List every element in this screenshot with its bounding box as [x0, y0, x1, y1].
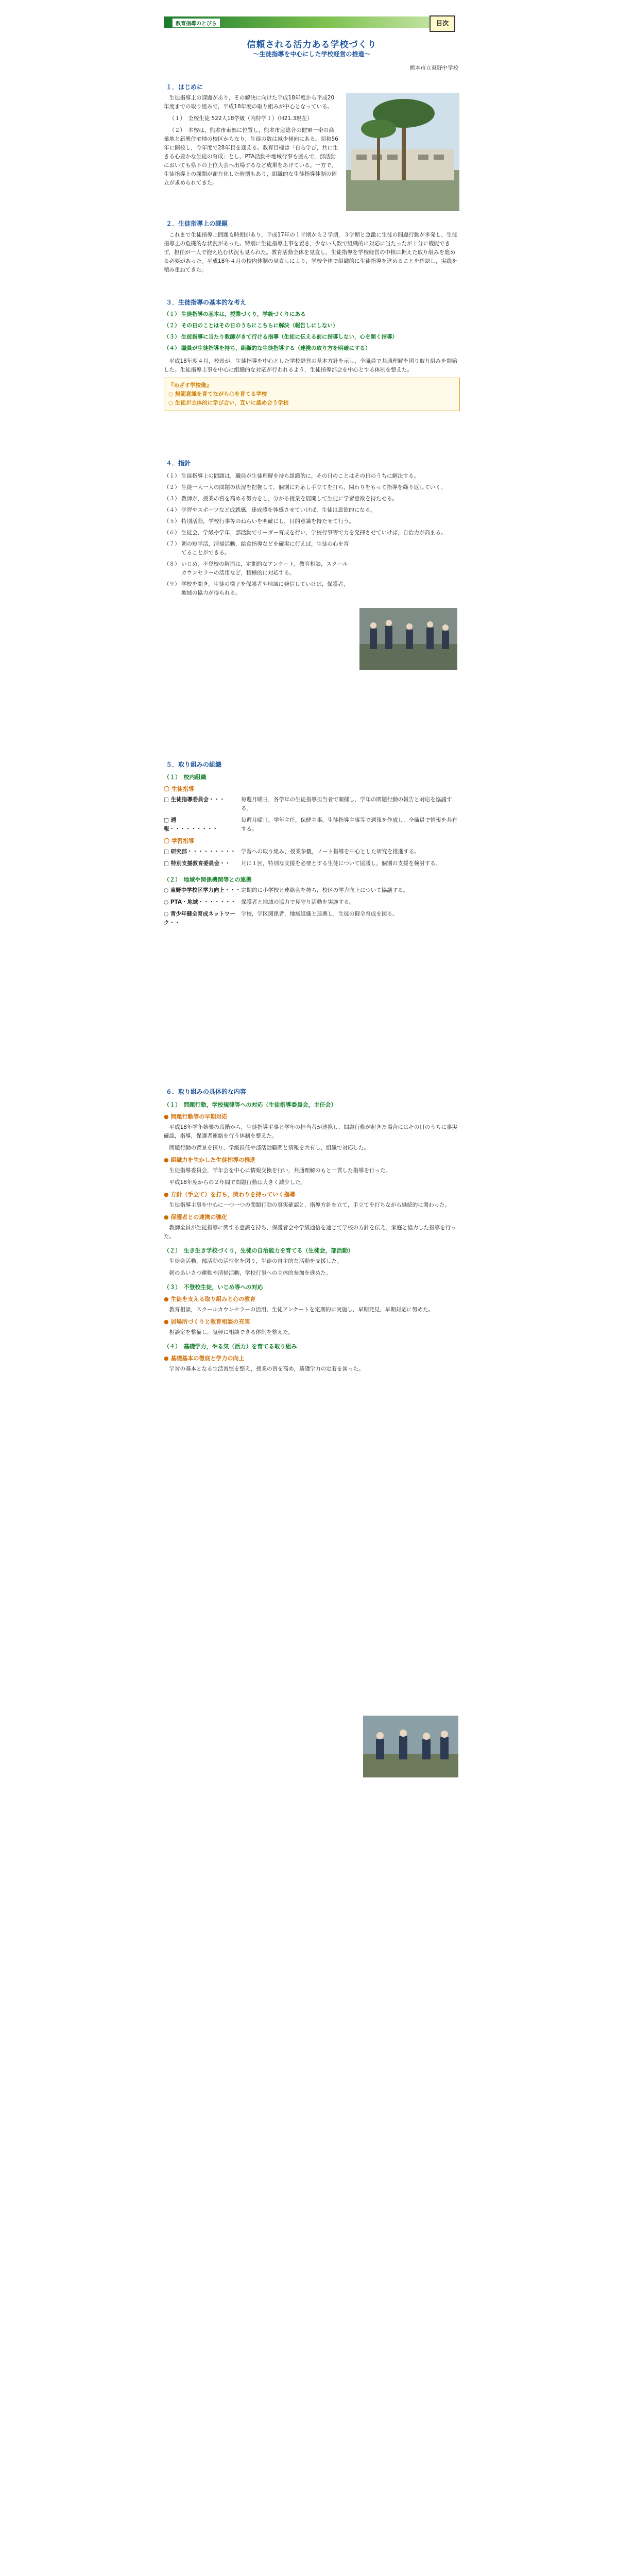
org-row: □ 週 報・・・・・・・・・ 毎週月曜日，学年主任，保健主事，生徒指導主事等で週報を作成し，全職員で情報を共有する。 [164, 817, 457, 832]
principle-item: （４） 職員が生徒指導を持ち，組織的な生徒指導する（連携の取り方を明確にする） [164, 345, 371, 351]
section-4-body [164, 472, 460, 600]
topic-label: ● 居場所づくりと教育相談の充実 [164, 1318, 250, 1325]
topic-label: ● 方針（手立て）を打ち，関わりを持っていく指導 [164, 1191, 296, 1198]
paragraph: 生徒会活動，部活動の活性化を図り，生徒の自主的な活動を支援した。 [169, 1258, 342, 1264]
school-vision-line: ○ 生徒が主体的に学び合い，互いに認め合う学校 [168, 400, 289, 406]
paragraph: 教育相談，スクールカウンセラーの活用，生徒アンケートを定期的に実施し，早期発見，早期対応に努めた。 [169, 1307, 434, 1313]
cleaning-activity-photo [359, 608, 457, 670]
page-subtitle: ～生徒指導を中心にした学校経営の推進～ [253, 50, 371, 58]
link-row: ○ 東野中学校区学力向上・・・ 定期的に小学校と連絡会を持ち，校区の学力向上について協議する。 [164, 887, 409, 893]
paragraph: 生徒指導委員会，学年会を中心に情報交換を行い，共通理解のもと一貫した指導を行った。 [169, 1167, 391, 1174]
guideline-item: （４） 学習やスポーツなど成就感，達成感を体感させていけば，生徒は意欲的になる。 [164, 507, 376, 513]
school-vision-box [164, 378, 460, 411]
section-6-body [164, 1100, 460, 1377]
org-label: 〇 学習指導 [164, 838, 194, 844]
paragraph: （１） 全校生徒 522人18学級（内特学１）（H21.3現在） [169, 115, 313, 122]
guideline-item: （６） 生徒会，学級や学年，部活動でリーダー育成を行い，学校行事等で力を発揮させていけば，自治力が高まる。 [164, 530, 447, 536]
section-2-heading: ２．生徒指導上の課題 [166, 220, 228, 227]
paragraph: これまで生徒指導上問題も時期があり，平成17年の１学期から２学期，３学期と急激に生徒の問題行動が多発し，生徒指導上の危機的な状況があった。特別に生徒指導主事を置き，少ない人数で組織的に対応に当たったが十分に機能できず，担任が一人で抱え込む状況も見られた。教育活動全体を見直し，生徒指導を学校経営の中核に据えた取り組みを進める必要があった。平成18年４月の校内体制の見直しにより，学校全体で組織的に生徒指導を進めることを確認し，実践を積み重ねてきた。 [164, 232, 457, 273]
school-building-photo [346, 93, 459, 211]
page-title: 信頼される活力ある学校づくり [247, 40, 377, 50]
subheading: （１） 校内組織 [164, 774, 207, 781]
link-row: ○ 青少年健全育成ネットワーク・・ 学校，学区関係者，地域組織と連携し，生徒の健全育成を図る。 [164, 911, 398, 926]
principle-item: （３） 生徒指導に当たり教師がきて行ける指導（生徒に伝える前に指導しない，心を開く指導） [164, 334, 398, 340]
school-vision-line: ○ 規範意識を育てながら心を育てる学校 [168, 391, 267, 397]
section-1-body [164, 94, 339, 191]
paragraph: 平成18年度４月，校長が，生徒指導を中心とした学校経営の基本方針を示し，全職員で共通理解を図り取り組みを開始した。生徒指導主事を中心に組織的な対応が行われるよう，生徒指導部会を中心とする体制を整えた。 [164, 358, 457, 373]
subheading: （１） 問題行動，学校規律等への対応（生徒指導委員会，主任会） [164, 1101, 337, 1108]
org-row: □ 特別支援教育委員会・・ 月に１回，特別な支援を必要とする生徒について協議し，個別の支援を検討する。 [164, 860, 441, 867]
paragraph: 問題行動の背景を探り，学級担任や部活動顧問と情報を共有し，組織で対応した。 [169, 1145, 369, 1151]
school-vision-title: 『めざす学校像』 [168, 382, 212, 388]
paragraph: 相談室を整備し，気軽に相談できる体制を整えた。 [169, 1329, 294, 1335]
guideline-item: （７） 朝の短学活，清掃活動，給食指導などを確実に行えば，生徒の心を育てることができる。 [164, 541, 349, 556]
subheading: （３） 不登校生徒，いじめ等への対応 [164, 1284, 263, 1291]
section-3-body [164, 310, 460, 411]
paragraph: （２） 本校は，熊本市東部に位置し，熊本市庭総合の健軍一帯の商業地と新興住宅地の校区からなり，生徒の数は減少傾向にある。昭和56年に開校し，今年度で28年目を迎える。教育目標は「自ら学び，共に生きる心豊かな生徒の育成」とし，PTA活動や地域行事も盛んで，部活動においても県下の上位大会へ出場するなど成果をあげている。一方で，生徒指導上の課題が顕在化した時期もあり，組織的な生徒指導体制の確立が求められてきた。 [164, 127, 338, 186]
subheading: （４） 基礎学力，やる気（活力）を育てる取り組み [164, 1343, 297, 1350]
toc-button[interactable]: 目次 [430, 15, 455, 32]
link-row: ○ PTA・地域・・・・・・・ 保護者と地域の協力で見守り活動を実施する。 [164, 899, 355, 905]
paragraph: 平成18年学年始業の段階から，生徒指導主事と学年の担当者が連携し，問題行動が起きた場合にはその日のうちに事実確認，指導，保護者連絡を行う体制を整えた。 [164, 1124, 457, 1139]
cleaning-activity-image [359, 608, 457, 670]
section-6-heading: ６．取り組みの具体的な内容 [166, 1088, 247, 1095]
guideline-item: （１） 生徒指導上の問題は，職員が生徒理解を持ち組織的に，その日のことはその日のうちに解決する。 [164, 473, 419, 479]
org-label: 〇 生徒指導 [164, 786, 194, 792]
student-activity-photo [363, 1716, 458, 1777]
school-name: 熊本市立東野中学校 [409, 65, 458, 71]
paragraph: 生徒指導上の課題があり，その解決に向けた平成18年度から平成20年度までの取り組みで，平成18年度の取り組みが中心となっている。 [164, 95, 335, 110]
section-5-heading: ５．取り組みの組織 [166, 761, 222, 768]
paragraph: 平成18年度からの２年間で問題行動は大きく減少した。 [169, 1179, 306, 1185]
principle-item: （２） その日のことはその日のうちにこちらに解決（報告しにしない） [164, 323, 338, 329]
student-activity-image [363, 1716, 458, 1777]
paragraph: 教師全員が生徒指導に関する意識を持ち，保護者会や学級通信を通じて学校の方針を伝え，家庭と協力した指導を行った。 [164, 1225, 456, 1240]
org-row: □ 生徒指導委員会・・・ 毎週月曜日，各学年の生徒指導担当者で開催し，学年の問題行動の報告と対応を協議する。 [164, 796, 452, 811]
school-building-photo-image [346, 93, 459, 211]
org-row: □ 研究部・・・・・・・・・ 学習への取り組み，授業参観，ノート指導を中心とした研究を推進する。 [164, 849, 420, 855]
paragraph: 朝のあいさつ運動や清掃活動，学校行事への主体的参加を進めた。 [169, 1270, 332, 1276]
section-5-body [164, 773, 460, 930]
subheading: （２） 生き生き学校づくり，生徒の自治能力を育てる（生徒会，部活動） [164, 1247, 354, 1254]
guideline-item: （２） 生徒一人一人の問題の状況を把握して，個別に対応し手立てを打ち，関わりをもって指導を繰り返していく。 [164, 484, 447, 490]
guideline-item: （３） 教師が，授業の質を高める努力をし，分かる授業を展開して生徒に学習意欲を持たせる。 [164, 496, 398, 502]
topic-label: ● 組織力を生かした生徒指導の推進 [164, 1157, 256, 1163]
topic-label: ● 保護者との連携の強化 [164, 1214, 228, 1221]
topic-label: ● 問題行動等の早期対応 [164, 1113, 228, 1120]
paragraph: 学習の基本となる生活習慣を整え，授業の質を高め，基礎学力の定着を図った。 [169, 1366, 364, 1372]
subheading: （２） 地域や関係機関等との連携 [164, 876, 252, 883]
principle-item: （１） 生徒指導の基本は，授業づくり，学級づくりにある [164, 311, 306, 317]
guideline-item: （９） 学校を開き，生徒の様子を保護者や地域に発信していけば，保護者，地域の協力が得られる。 [164, 581, 349, 596]
section-3-heading: ３．生徒指導の基本的な考え [166, 299, 247, 306]
topic-label: ● 基礎基本の徹底と学力の向上 [164, 1355, 245, 1362]
paragraph: 生徒指導主事を中心に一つ一つの問題行動の事実確認と，指導方針を立て，手立てを打ちながら継続的に関わった。 [169, 1202, 451, 1208]
guideline-item: （５） 特別活動，学校行事等のねらいを明確にし，目的意識を持たせて行う。 [164, 518, 354, 524]
section-1-heading: １．はじめに [166, 83, 203, 91]
section-tag: 教育指導のとびら [172, 18, 220, 28]
topic-label: ● 生徒を支える取り組みと心の教育 [164, 1296, 256, 1302]
guideline-item: （８） いじめ，不登校の解消は，定期的なアンケート，教育相談，スクールカウンセラーの活用など，積極的に対応する。 [164, 561, 348, 576]
section-2-body [164, 231, 460, 278]
section-4-heading: ４．指針 [166, 460, 191, 467]
